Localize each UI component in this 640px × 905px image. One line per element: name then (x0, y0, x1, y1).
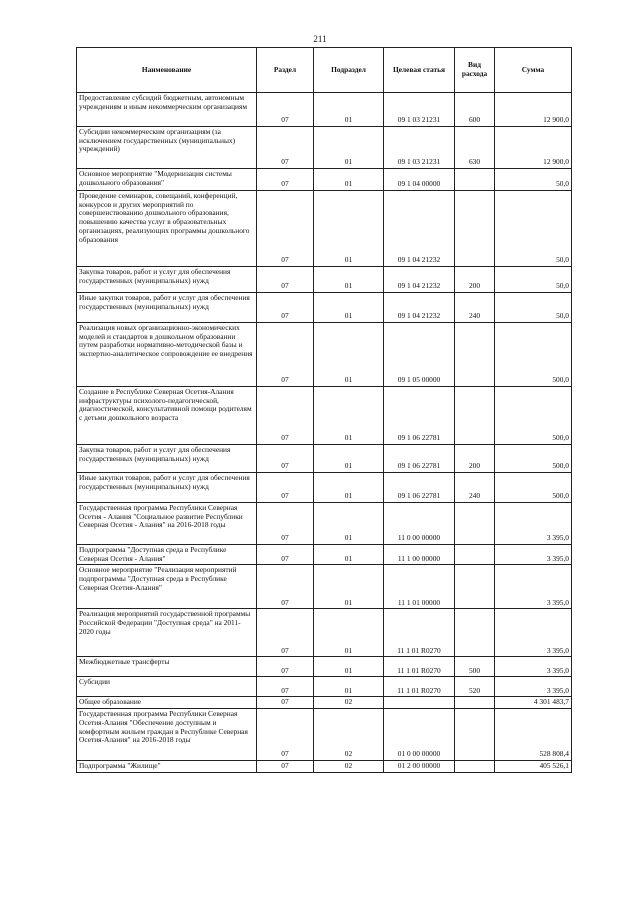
cell-vid (455, 565, 495, 609)
table-row (77, 169, 572, 191)
cell-summa: 12 900,0 (495, 93, 572, 127)
cell-name: Реализация мероприятий государственной программы Российской Федерации "Доступная среда" на 2011-2020 годы (77, 609, 257, 657)
cell-podrazdel: 01 (314, 545, 384, 565)
cell-vid: 240 (455, 473, 495, 503)
cell-summa: 500,0 (495, 445, 572, 473)
table-row (77, 503, 572, 545)
cell-podrazdel: 01 (314, 657, 384, 677)
cell-summa: 500,0 (495, 323, 572, 387)
cell-razdel: 07 (257, 697, 314, 709)
cell-razdel: 07 (257, 709, 314, 761)
cell-razdel: 07 (257, 761, 314, 773)
cell-razdel: 07 (257, 657, 314, 677)
cell-name: Проведение семинаров, совещаний, конференций, конкурсов и других мероприятий по совершенствованию дошкольного образования, повышению качества услуг в образовательных организациях, реализующих программы дошкольного образования (77, 191, 257, 267)
cell-podrazdel: 01 (314, 473, 384, 503)
cell-vid: 200 (455, 445, 495, 473)
cell-summa: 405 526,1 (495, 761, 572, 773)
cell-summa: 3 395,0 (495, 657, 572, 677)
budget-table (76, 47, 572, 773)
cell-name: Реализация новых организационно-экономических моделей и стандартов в дошкольном образовании путем разработки нормативно-методической базы и экспертно-аналитическое сопровождение ее внедрения (77, 323, 257, 387)
table-row (77, 293, 572, 323)
cell-name: Иные закупки товаров, работ и услуг для обеспечения государственных (муниципальных) нужд (77, 473, 257, 503)
cell-podrazdel: 01 (314, 445, 384, 473)
cell-statya: 09 1 03 21231 (384, 93, 455, 127)
cell-statya: 09 1 04 21232 (384, 267, 455, 293)
cell-vid (455, 609, 495, 657)
cell-podrazdel: 01 (314, 503, 384, 545)
cell-name: Закупка товаров, работ и услуг для обеспечения государственных (муниципальных) нужд (77, 445, 257, 473)
cell-statya: 11 1 01 R0270 (384, 609, 455, 657)
cell-podrazdel: 02 (314, 697, 384, 709)
cell-summa: 50,0 (495, 267, 572, 293)
cell-statya: 11 1 01 R0270 (384, 677, 455, 697)
cell-vid (455, 503, 495, 545)
table-row (77, 677, 572, 697)
cell-podrazdel: 02 (314, 761, 384, 773)
header-razdel: Раздел (257, 48, 314, 93)
cell-summa: 3 395,0 (495, 545, 572, 565)
table-row (77, 657, 572, 677)
cell-vid (455, 191, 495, 267)
cell-summa: 50,0 (495, 169, 572, 191)
cell-name: Предоставление субсидий бюджетным, автономным учреждениям и иным некоммерческим организациям (77, 93, 257, 127)
cell-name: Государственная программа Республики Северная Осетия-Алания "Обеспечение доступным и комфортным жильем граждан в Республике Северная Осетия-Алания" на 2016-2018 годы (77, 709, 257, 761)
cell-razdel: 07 (257, 293, 314, 323)
cell-statya: 01 0 00 00000 (384, 709, 455, 761)
cell-vid (455, 697, 495, 709)
table-row (77, 697, 572, 709)
cell-razdel: 07 (257, 191, 314, 267)
cell-statya (384, 697, 455, 709)
table-row (77, 127, 572, 169)
table-row (77, 191, 572, 267)
cell-vid (455, 169, 495, 191)
cell-vid (455, 545, 495, 565)
cell-statya: 01 2 00 00000 (384, 761, 455, 773)
cell-summa: 528 808,4 (495, 709, 572, 761)
cell-statya: 11 1 00 00000 (384, 545, 455, 565)
cell-summa: 50,0 (495, 293, 572, 323)
cell-name: Иные закупки товаров, работ и услуг для обеспечения государственных (муниципальных) нужд (77, 293, 257, 323)
cell-statya: 09 1 04 21232 (384, 191, 455, 267)
cell-razdel: 07 (257, 169, 314, 191)
cell-statya: 09 1 04 21232 (384, 293, 455, 323)
cell-name: Субсидии (77, 677, 257, 697)
table-row (77, 609, 572, 657)
cell-vid (455, 323, 495, 387)
cell-podrazdel: 01 (314, 565, 384, 609)
cell-vid (455, 709, 495, 761)
cell-razdel: 07 (257, 503, 314, 545)
table-row (77, 565, 572, 609)
cell-podrazdel: 01 (314, 387, 384, 445)
cell-vid: 520 (455, 677, 495, 697)
cell-vid (455, 761, 495, 773)
table-row (77, 473, 572, 503)
cell-vid: 630 (455, 127, 495, 169)
table-header-row (77, 48, 572, 93)
cell-name: Субсидии некоммерческим организациям (за исключением государственных (муниципальных) учреждений) (77, 127, 257, 169)
cell-podrazdel: 01 (314, 93, 384, 127)
cell-statya: 09 1 05 00000 (384, 323, 455, 387)
header-summa: Сумма (495, 48, 572, 93)
cell-razdel: 07 (257, 473, 314, 503)
cell-summa: 3 395,0 (495, 503, 572, 545)
cell-podrazdel: 01 (314, 293, 384, 323)
cell-podrazdel: 01 (314, 609, 384, 657)
cell-razdel: 07 (257, 387, 314, 445)
cell-podrazdel: 01 (314, 677, 384, 697)
cell-statya: 09 1 03 21231 (384, 127, 455, 169)
cell-statya: 09 1 04 00000 (384, 169, 455, 191)
cell-podrazdel: 01 (314, 191, 384, 267)
cell-razdel: 07 (257, 609, 314, 657)
table-row (77, 93, 572, 127)
cell-vid: 240 (455, 293, 495, 323)
cell-razdel: 07 (257, 323, 314, 387)
cell-podrazdel: 01 (314, 169, 384, 191)
cell-name: Основное мероприятие "Реализация мероприятий подпрограммы "Доступная среда в Республике Северная Осетия-Алания" (77, 565, 257, 609)
table-row (77, 387, 572, 445)
cell-statya: 11 1 01 00000 (384, 565, 455, 609)
cell-name: Подпрограмма "Жилище" (77, 761, 257, 773)
cell-podrazdel: 01 (314, 127, 384, 169)
table-row (77, 267, 572, 293)
header-vid: Вид расхода (455, 48, 495, 93)
cell-summa: 500,0 (495, 387, 572, 445)
cell-name: Создание в Республике Северная Осетия-Алания инфраструктуры психолого-педагогической, диагностической, консультативной помощи родителям с детьми дошкольного возраста (77, 387, 257, 445)
cell-name: Закупка товаров, работ и услуг для обеспечения государственных (муниципальных) нужд (77, 267, 257, 293)
cell-statya: 11 0 00 00000 (384, 503, 455, 545)
cell-razdel: 07 (257, 445, 314, 473)
cell-razdel: 07 (257, 93, 314, 127)
cell-summa: 12 900,0 (495, 127, 572, 169)
header-name: Наименование (77, 48, 257, 93)
cell-statya: 09 1 06 22781 (384, 445, 455, 473)
page-number: 211 (313, 34, 327, 44)
cell-name: Межбюджетные трансферты (77, 657, 257, 677)
cell-razdel: 07 (257, 565, 314, 609)
table-row (77, 323, 572, 387)
table-row (77, 445, 572, 473)
cell-razdel: 07 (257, 677, 314, 697)
cell-name: Государственная программа Республики Северная Осетия - Алания "Социальное развитие Республики Северная Осетия - Алания" на 2016-2018 годы (77, 503, 257, 545)
table-row (77, 545, 572, 565)
cell-summa: 3 395,0 (495, 609, 572, 657)
cell-vid: 200 (455, 267, 495, 293)
header-podrazdel: Подраздел (314, 48, 384, 93)
cell-summa: 500,0 (495, 473, 572, 503)
cell-razdel: 07 (257, 267, 314, 293)
cell-razdel: 07 (257, 545, 314, 565)
cell-statya: 09 1 06 22781 (384, 387, 455, 445)
table-body (77, 93, 572, 773)
cell-summa: 50,0 (495, 191, 572, 267)
cell-statya: 11 1 01 R0270 (384, 657, 455, 677)
cell-vid (455, 387, 495, 445)
table-row (77, 761, 572, 773)
cell-razdel: 07 (257, 127, 314, 169)
cell-podrazdel: 02 (314, 709, 384, 761)
cell-summa: 3 395,0 (495, 565, 572, 609)
cell-vid: 600 (455, 93, 495, 127)
cell-summa: 3 395,0 (495, 677, 572, 697)
table-row (77, 709, 572, 761)
cell-summa: 4 301 483,7 (495, 697, 572, 709)
cell-statya: 09 1 06 22781 (384, 473, 455, 503)
cell-name: Общее образование (77, 697, 257, 709)
cell-name: Подпрограмма "Доступная среда в Республике Северная Осетия - Алания" (77, 545, 257, 565)
header-statya: Целевая статья (384, 48, 455, 93)
cell-podrazdel: 01 (314, 267, 384, 293)
cell-name: Основное мероприятие "Модернизация системы дошкольного образования" (77, 169, 257, 191)
cell-vid: 500 (455, 657, 495, 677)
cell-podrazdel: 01 (314, 323, 384, 387)
